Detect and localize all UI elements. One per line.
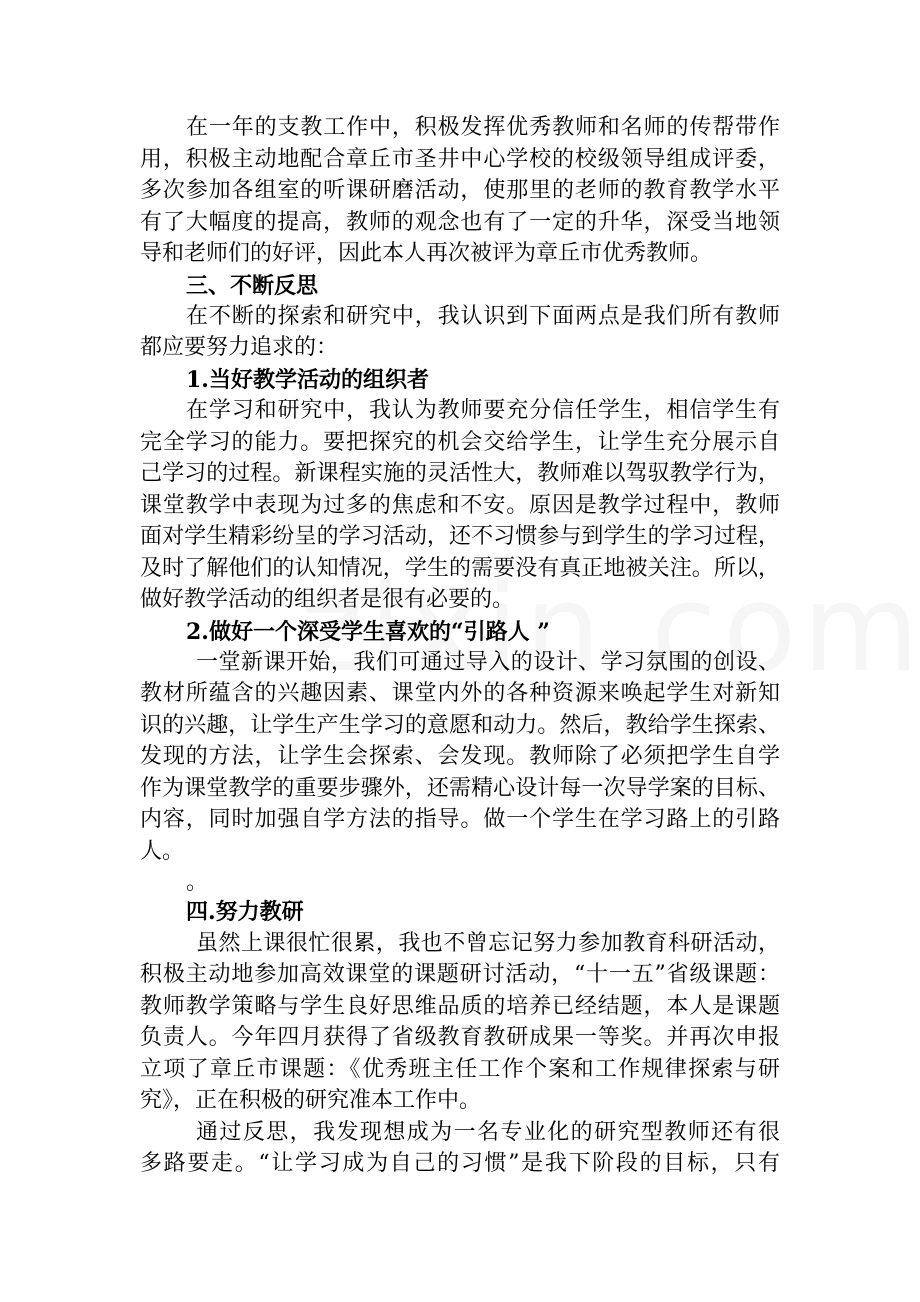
paragraph-line: 一堂新课开始，我们可通过导入的设计、学习氛围的创设、 [196, 650, 780, 675]
paragraph-line: 识的兴趣，让学生产生学习的意愿和动力。然后，教给学生探索、 [140, 713, 780, 738]
section-heading: 四.努力教研 [186, 899, 304, 925]
subsection-heading: 2.做好一个深受学生喜欢的“引路人 ” [186, 619, 550, 645]
paragraph-line: 在学习和研究中，我认为教师要充分信任学生，相信学生有 [186, 398, 780, 423]
paragraph-line: 导和老师们的好评，因此本人再次被评为章丘市优秀教师。 [140, 241, 713, 266]
paragraph-line: 课堂教学中表现为过多的焦虑和不安。原因是教学过程中，教师 [140, 493, 780, 518]
paragraph-line: 内容，同时加强自学方法的指导。做一个学生在学习路上的引路 [140, 807, 780, 832]
subsection-heading: 1.当好教学活动的组织者 [186, 367, 429, 393]
paragraph-line: 及时了解他们的认知情况，学生的需要没有真正地被关注。所以， [140, 556, 780, 581]
paragraph-line: 在一年的支教工作中，积极发挥优秀教师和名师的传帮带作 [186, 115, 780, 140]
paragraph-line: 多次参加各组室的听课研磨活动，使那里的老师的教育教学水平 [140, 178, 780, 203]
paragraph-line: 究》，正在积极的研究准本工作中。 [140, 1088, 482, 1113]
paragraph-line: 虽然上课很忙很累，我也不曾忘记努力参加教育科研活动， [196, 931, 780, 956]
paragraph-line: 用，积极主动地配合章丘市圣井中心学校的校级领导组成评委， [140, 147, 780, 172]
paragraph-line: 在不断的探索和研究中，我认识到下面两点是我们所有教师 [186, 304, 780, 329]
paragraph-line: 完全学习的能力。要把探究的机会交给学生，让学生充分展示自 [140, 430, 780, 455]
paragraph-line: 人。 [140, 839, 185, 864]
paragraph-line: 负责人。今年四月获得了省级教育教研成果一等奖。并再次申报 [140, 1025, 780, 1050]
paragraph-line: 做好教学活动的组织者是很有必要的。 [140, 587, 515, 612]
stray-punctuation: 。 [186, 870, 209, 895]
section-heading: 三、不断反思 [186, 273, 319, 299]
paragraph-line: 立项了章丘市课题：《优秀班主任工作个案和工作规律探索与研 [140, 1057, 780, 1082]
paragraph-line: 己学习的过程。新课程实施的灵活性大，教师难以驾驭教学行为， [140, 461, 780, 486]
paragraph-line: 面对学生精彩纷呈的学习活动，还不习惯参与到学生的学习过程， [140, 524, 780, 549]
paragraph-line: 教师教学策略与学生良好思维品质的培养已经结题，本人是课题 [140, 994, 780, 1019]
paragraph-line: 通过反思，我发现想成为一名专业化的研究型教师还有很 [196, 1120, 780, 1145]
paragraph-line: 多路要走。“让学习成为自己的习惯”是我下阶段的目标，只有 [140, 1151, 780, 1176]
paragraph-line: 都应要努力追求的： [140, 335, 339, 360]
paragraph-line: 作为课堂教学的重要步骤外，还需精心设计每一次导学案的目标、 [140, 776, 780, 801]
paragraph-line: 有了大幅度的提高，教师的观念也有了一定的升华，深受当地领 [140, 210, 780, 235]
paragraph-line: 教材所蕴含的兴趣因素、课堂内外的各种资源来唤起学生对新知 [140, 681, 780, 706]
paragraph-line: 发现的方法，让学生会探索、会发现。教师除了必须把学生自学 [140, 744, 780, 769]
paragraph-line: 积极主动地参加高效课堂的课题研讨活动，“十一五”省级课题： [140, 962, 780, 987]
